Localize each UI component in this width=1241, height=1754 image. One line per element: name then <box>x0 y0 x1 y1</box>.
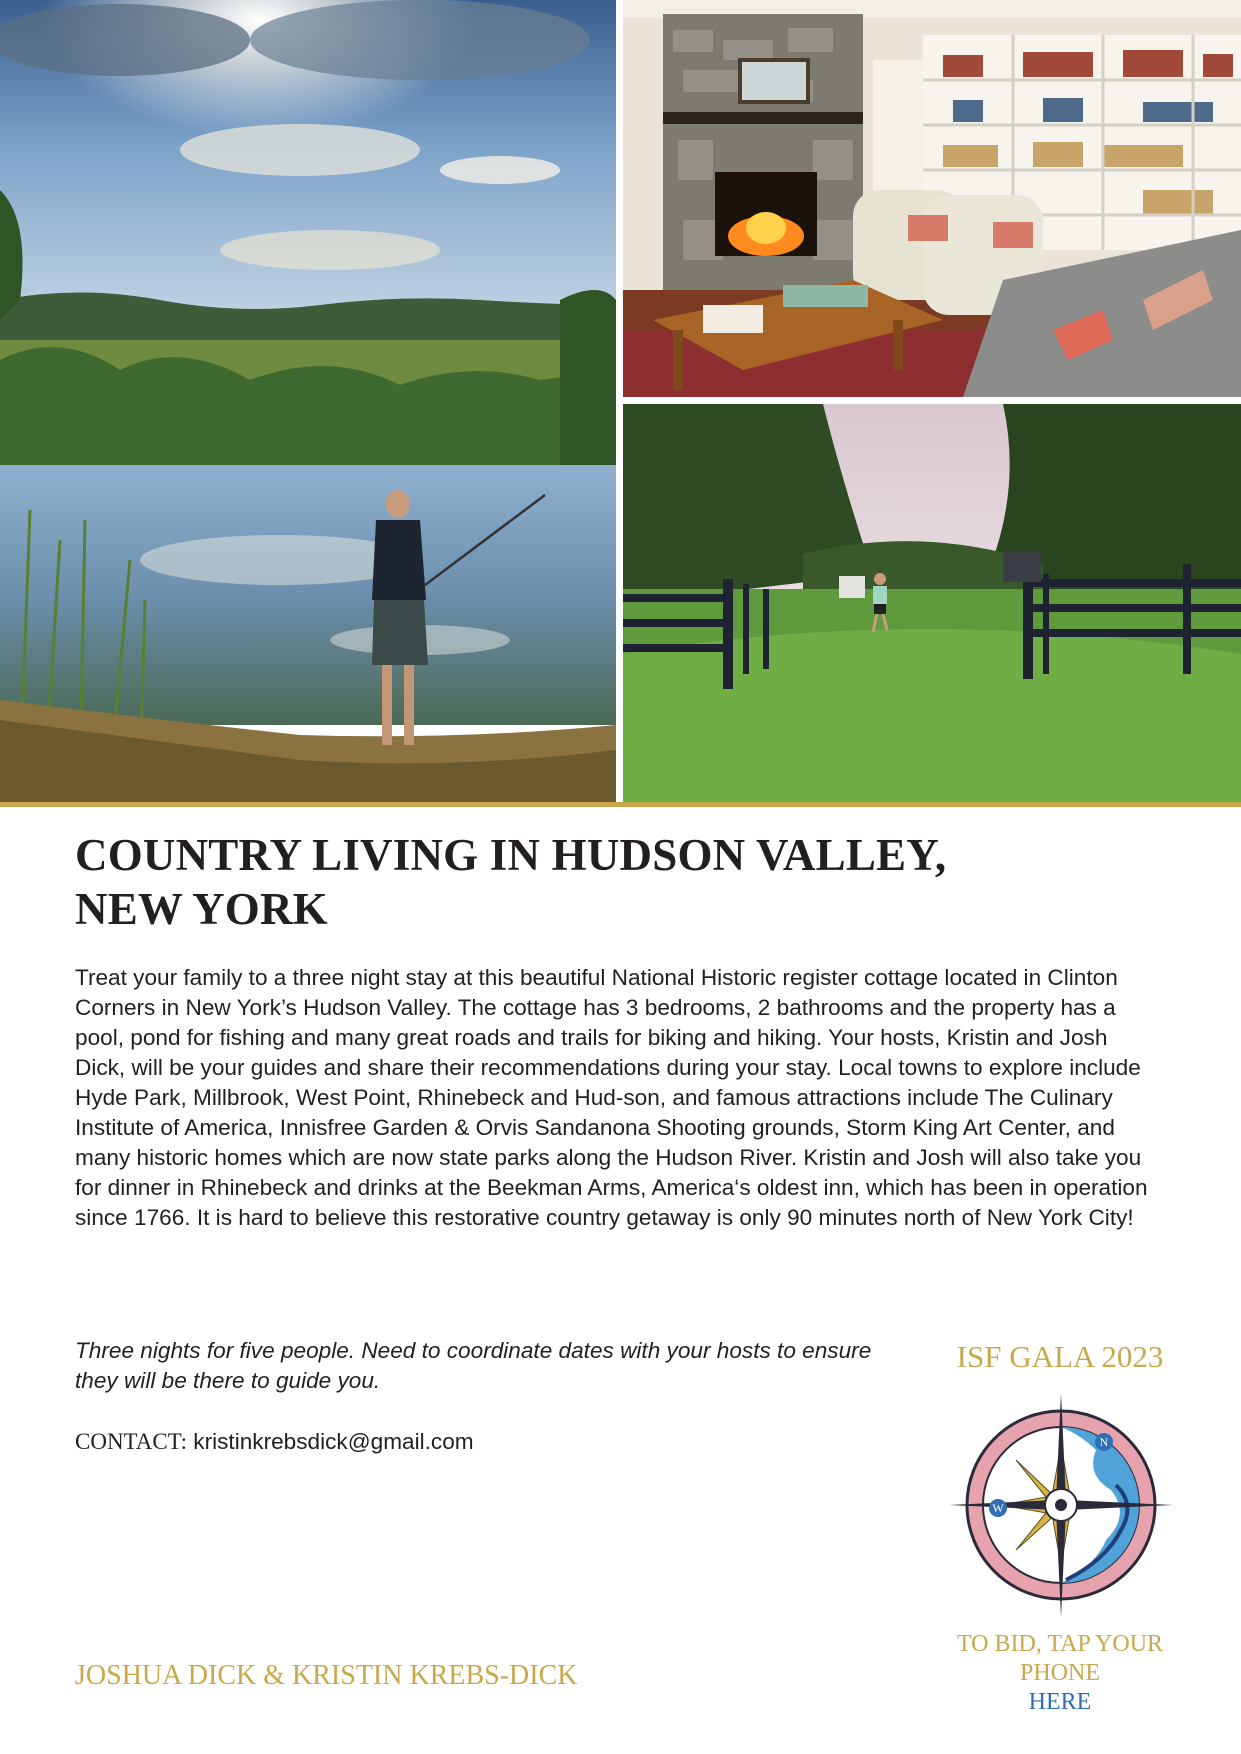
hosts-names: JOSHUA DICK & KRISTIN KREBS-DICK <box>75 1660 578 1691</box>
photo-collage <box>0 0 1241 806</box>
page-title-line-2: NEW YORK <box>75 884 328 934</box>
photo-man-fishing-at-pond <box>0 0 616 802</box>
contact-line <box>75 1427 875 1457</box>
page-title-line-1: COUNTRY LIVING IN HUDSON VALLEY, <box>75 830 947 880</box>
bid-here-link[interactable]: HERE <box>1028 1689 1092 1715</box>
stay-details-note: Three nights for five people. Need to coordinate dates with your hosts to ensure they will be there to guide you. <box>75 1338 872 1393</box>
bid-instructions <box>920 1630 1200 1717</box>
gold-divider <box>0 802 1241 807</box>
page-title <box>75 828 1075 936</box>
photo-stone-fireplace-living-room <box>623 0 1241 397</box>
contact-label: CONTACT: <box>75 1429 188 1454</box>
compass-west-letter: W <box>992 1501 1004 1515</box>
contact-email[interactable]: kristinkrebsdick@gmail.com <box>193 1429 474 1454</box>
bid-line-2 <box>920 1659 1200 1717</box>
description-paragraph: Treat your family to a three night stay at this beautiful National Historic register cottage located in Clinton Corners in New York’s Hudson Valley. The cottage has 3 bedrooms, 2 bathrooms and the property has a pool, pond for fishing and many great roads and trails for biking and hiking. Your hosts, Kristin and Josh Dick, will be your guides and share their recommendations during your stay. Local towns to explore include Hyde Park, Millbrook, West Point, Rhinebeck and Hud-son, and famous attractions include The Culinary Institute of America, Innisfree Garden & Orvis Sandanona Shooting grounds, Storm King Art Center, and many historic homes which are now state parks along the Hudson River. Kristin and Josh will also take you for dinner in Rhinebeck and drinks at the Beekman Arms, America‘s oldest inn, which has been in operation since 1766. It is hard to believe this restorative country getaway is only 90 minutes north of New York City! <box>75 965 1148 1230</box>
photo-child-running-in-field <box>623 404 1241 802</box>
bid-line-2-prefix: PHONE <box>1019 1660 1100 1686</box>
bid-line-1: TO BID, TAP YOUR <box>956 1631 1164 1657</box>
gala-title: ISF GALA 2023 <box>956 1339 1164 1374</box>
compass-north-letter: N <box>1099 1435 1109 1449</box>
compass-logo <box>946 1390 1176 1620</box>
